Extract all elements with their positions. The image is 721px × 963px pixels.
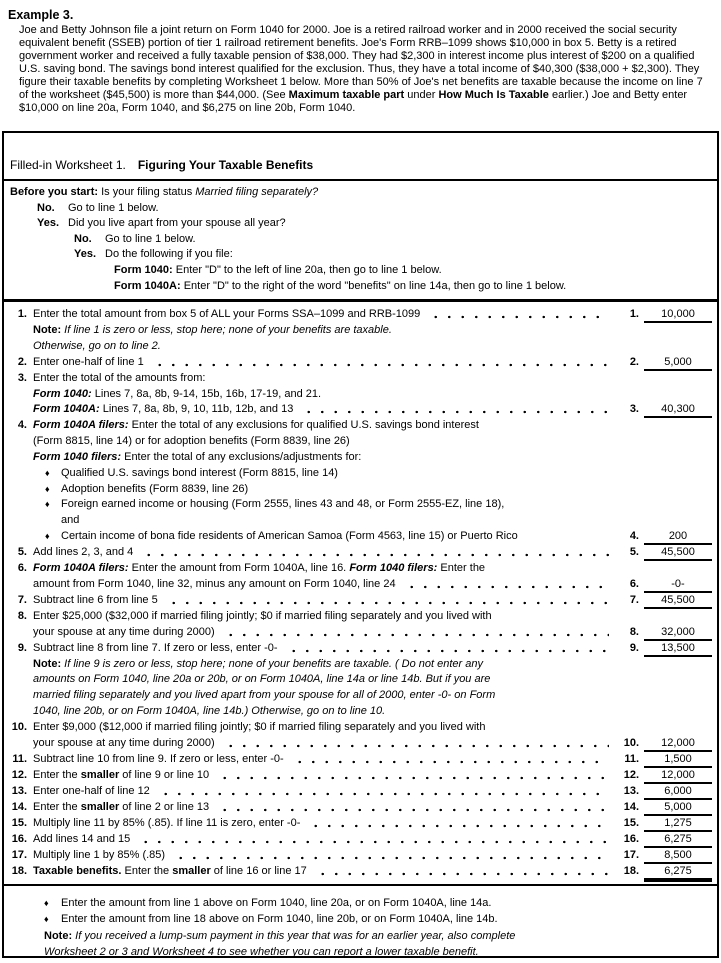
worksheet-line xyxy=(33,387,712,403)
text-segment: Worksheet 2 or 3 and Worksheet 4 to see whether you can report a lower taxable benefit. xyxy=(44,946,479,958)
amount-line-number: 14. xyxy=(623,800,639,813)
worksheet-line xyxy=(33,672,712,688)
text-segment: under xyxy=(404,89,439,101)
worksheet-title-text: Figuring Your Taxable Benefits xyxy=(137,158,314,172)
footer-line-text xyxy=(61,911,498,928)
text-segment: smaller xyxy=(80,800,120,813)
amount-slot xyxy=(613,625,712,641)
worksheet-item xyxy=(4,720,712,752)
amount-line-number: 5. xyxy=(629,545,639,558)
before-line-text xyxy=(105,247,233,263)
dot-leader xyxy=(290,752,609,768)
text-segment: Multiply line 11 by 85% (.85). If line 11 is zero, enter -0- xyxy=(33,816,301,829)
amount-line-number: 6. xyxy=(629,577,639,590)
amount-field: 40,300 xyxy=(644,403,712,418)
amount-field: 6,275 xyxy=(644,833,712,848)
before-line xyxy=(37,201,711,217)
amount-slot xyxy=(613,848,712,864)
line-text xyxy=(33,450,361,466)
line-text xyxy=(33,848,165,864)
item-number: 11. xyxy=(12,752,27,765)
text-segment: Enter one-half of line 1 xyxy=(33,355,144,368)
before-line-text xyxy=(68,201,159,217)
example-paragraph xyxy=(19,24,713,115)
amount-slot xyxy=(613,816,712,832)
footer-line xyxy=(10,911,711,928)
item-number: 10. xyxy=(11,720,27,733)
worksheet-line xyxy=(33,752,712,768)
line-text xyxy=(33,672,490,688)
before-line xyxy=(114,279,711,295)
worksheet-item xyxy=(4,418,712,545)
text-segment: Form 1040A: xyxy=(33,403,100,416)
amount-field: 45,500 xyxy=(644,546,712,561)
amount-slot xyxy=(613,768,712,784)
text-segment: your spouse at any time during 2000) xyxy=(33,736,215,749)
line-text xyxy=(33,752,284,768)
text-segment: (Form 8815, line 14) or for adoption benefits (Form 8839, line 26) xyxy=(33,435,350,448)
amount-field: 12,000 xyxy=(644,737,712,752)
line-text xyxy=(33,387,321,403)
line-text xyxy=(33,593,158,609)
item-number: 3. xyxy=(17,371,27,384)
text-segment: Enter the amount from Form 1040A, line 16. xyxy=(128,561,350,574)
text-segment: Taxable benefits. xyxy=(33,864,122,877)
amount-line-number: 11. xyxy=(624,752,639,765)
before-line-text xyxy=(181,279,567,295)
worksheet-line xyxy=(33,323,712,339)
worksheet-line xyxy=(33,339,712,355)
text-segment: Joe and Betty Johnson file a joint return on Form 1040 for 2000. Joe is a retired railroad worker and in 2000 received the social security equivalent benefit (SSEB) portion of tier 1 railroad retirement benefits. Joe's Form RRB–1099 shows $10,000 in box 5. Betty is a retired government worker and received a fully taxable pension of $38,000. They had $2,300 in interest income plus interest of $200 on a qualified U.S. saving bond. The savings bond interest qualified for the exclusion. Thus, they have a total income of $40,300 ($38,000 + $2,300). They figure their taxable benefits by completing Worksheet 1 below. More than 50% of Joe's net benefits are taxable because the income on line 7 of the worksheet ($45,500) is more than $44,000. (See xyxy=(19,24,706,101)
dot-leader xyxy=(136,832,609,848)
item-number: 18. xyxy=(11,864,27,877)
line-text xyxy=(33,736,215,752)
worksheet-line xyxy=(33,657,712,673)
text-segment: If line 9 is zero or less, stop here; none of your benefits are taxable. ( Do not enter any xyxy=(61,657,484,670)
worksheet-line xyxy=(33,848,712,864)
worksheet-item xyxy=(4,752,712,768)
worksheet-item xyxy=(4,355,712,371)
text-segment: married filing separately and you lived apart from your spouse for all of 2000, enter -0- on Form xyxy=(33,689,496,702)
amount-slot xyxy=(613,307,712,323)
amount-field: 1,500 xyxy=(644,753,712,768)
worksheet-item xyxy=(4,768,712,784)
worksheet-line xyxy=(33,816,712,832)
text-segment: Go to line 1 below. xyxy=(68,201,159,214)
line-text xyxy=(33,800,209,816)
line-text xyxy=(61,513,79,529)
worksheet-line xyxy=(33,497,712,513)
worksheet-line xyxy=(33,355,712,371)
before-line-text xyxy=(68,216,286,232)
text-segment: Enter $25,000 ($32,000 if married filing jointly; $0 if married filing separately and you lived with xyxy=(33,609,492,622)
footer-line-text xyxy=(44,928,515,945)
before-line xyxy=(74,232,711,248)
worksheet-line xyxy=(33,529,712,545)
dot-leader xyxy=(426,307,609,323)
line-text xyxy=(61,529,518,545)
text-segment: Form 1040A filers: xyxy=(33,419,129,432)
text-segment: Note: xyxy=(44,929,73,942)
worksheet-item xyxy=(4,593,712,609)
amount-line-number: 9. xyxy=(629,641,639,654)
worksheet-line xyxy=(33,609,712,625)
line-text xyxy=(33,545,133,561)
amount-slot xyxy=(613,832,712,848)
before-line xyxy=(37,216,711,232)
before-line-text xyxy=(173,263,442,279)
amount-field: 13,500 xyxy=(644,642,712,657)
worksheet-line xyxy=(33,434,712,450)
line-text xyxy=(33,307,420,323)
text-segment: of line 9 or line 10 xyxy=(119,768,210,781)
text-segment: Form 1040 filers: xyxy=(33,450,122,463)
worksheet-item xyxy=(4,848,712,864)
line-text xyxy=(33,704,385,720)
before-line-label: Yes. xyxy=(74,248,97,261)
line-text xyxy=(33,688,495,704)
before-line-label: No. xyxy=(37,201,55,214)
item-number: 12. xyxy=(11,768,27,781)
item-number: 7. xyxy=(17,593,27,606)
amount-slot xyxy=(613,752,712,768)
worksheet-item xyxy=(4,784,712,800)
line-text xyxy=(33,784,150,800)
text-segment: and xyxy=(61,514,80,527)
worksheet-lines-section xyxy=(4,302,717,885)
text-segment: Qualified U.S. savings bond interest (Form 8815, line 14) xyxy=(61,466,338,479)
worksheet-line xyxy=(33,800,712,816)
text-segment: amount from Form 1040, line 32, minus any amount on Form 1040, line 24 xyxy=(33,577,396,590)
text-segment: Foreign earned income or housing (Form 2555, lines 43 and 48, or Form 2555-EZ, line 18), xyxy=(61,498,505,511)
worksheet-line xyxy=(33,641,712,657)
amount-slot xyxy=(613,577,712,593)
text-segment: earlier.) Joe and Betty enter $10,000 on line 20a, Form 1040, and $6,275 on line 20b, Form 1040. xyxy=(19,89,691,114)
text-segment: Lines 7, 8a, 8b, 9-14, 15b, 16b, 17-19, and 21. xyxy=(91,387,322,400)
text-segment: Form 1040 filers: xyxy=(349,561,438,574)
text-segment: 1040, line 20b, or on Form 1040A, line 14b.) Otherwise, go on to line 10. xyxy=(33,704,386,717)
worksheet-line xyxy=(33,545,712,561)
worksheet-title-prefix: Filled-in Worksheet 1. xyxy=(10,158,126,172)
worksheet-line xyxy=(33,371,712,387)
amount-field: 6,275 xyxy=(644,865,712,880)
item-number: 16. xyxy=(11,832,27,845)
amount-line-number: 2. xyxy=(629,355,639,368)
text-segment: Enter the xyxy=(437,561,486,574)
text-segment: Enter the amount from line 18 above on Form 1040, line 20b, or on Form 1040A, line 14b. xyxy=(61,913,498,925)
amount-line-number: 12. xyxy=(623,768,639,781)
dot-leader xyxy=(215,768,609,784)
amount-slot xyxy=(613,355,712,371)
item-number: 15. xyxy=(11,816,27,829)
text-segment: Enter the xyxy=(33,800,81,813)
text-segment: Subtract line 10 from line 9. If zero or less, enter -0- xyxy=(33,752,284,765)
worksheet-item xyxy=(4,545,712,561)
footer-line xyxy=(10,895,711,912)
worksheet-line xyxy=(33,704,712,720)
text-segment: smaller xyxy=(172,864,211,877)
dot-leader xyxy=(313,864,609,880)
worksheet-line xyxy=(33,418,712,434)
item-number: 6. xyxy=(17,561,27,574)
worksheet-item xyxy=(4,371,712,419)
line-text xyxy=(33,720,485,736)
amount-field: 12,000 xyxy=(644,769,712,784)
amount-field: -0- xyxy=(644,578,712,593)
example-block xyxy=(0,0,721,115)
line-text xyxy=(33,418,479,434)
text-segment: If line 1 is zero or less, stop here; none of your benefits are taxable. xyxy=(61,324,392,337)
item-number: 13. xyxy=(11,784,27,797)
line-text xyxy=(33,323,392,339)
worksheet-item xyxy=(4,609,712,641)
amount-field: 8,500 xyxy=(644,849,712,864)
amount-line-number: 7. xyxy=(629,593,639,606)
amount-slot xyxy=(613,800,712,816)
text-segment: Note: xyxy=(33,324,62,337)
dot-leader xyxy=(139,545,609,561)
text-segment: Did you live apart from your spouse all year? xyxy=(68,217,286,230)
text-segment: Note: xyxy=(33,657,62,670)
text-segment: Adoption benefits (Form 8839, line 26) xyxy=(61,482,249,495)
dot-leader xyxy=(221,736,609,752)
before-line-label: No. xyxy=(74,232,92,245)
text-segment: Go to line 1 below. xyxy=(105,232,196,245)
worksheet-line xyxy=(33,736,712,752)
text-segment: Add lines 2, 3, and 4 xyxy=(33,545,134,558)
amount-slot xyxy=(613,736,712,752)
dot-leader xyxy=(215,800,609,816)
text-segment: Multiply line 1 by 85% (.85) xyxy=(33,848,166,861)
amount-slot xyxy=(613,784,712,800)
dot-leader xyxy=(299,402,609,418)
text-segment: Add lines 14 and 15 xyxy=(33,832,131,845)
worksheet-box xyxy=(2,131,719,958)
text-segment: Maximum taxable part xyxy=(288,89,405,101)
before-line-label: Yes. xyxy=(37,217,60,230)
line-text xyxy=(33,355,144,371)
line-text xyxy=(33,609,492,625)
text-segment: Subtract line 8 from line 7. If zero or less, enter -0- xyxy=(33,641,278,654)
worksheet-line xyxy=(33,402,712,418)
line-text xyxy=(33,339,161,355)
amount-line-number: 17. xyxy=(623,848,639,861)
amount-slot xyxy=(613,545,712,561)
before-line-label: Before you start: xyxy=(10,186,99,198)
item-number: 1. xyxy=(17,308,27,321)
worksheet-item xyxy=(4,561,712,593)
worksheet-line xyxy=(33,513,712,529)
text-segment: If you received a lump-sum payment in this year that was for an earlier year, also complete xyxy=(72,929,516,942)
before-line xyxy=(74,247,711,263)
text-segment: amounts on Form 1040, line 20a or 20b, or on Form 1040A, line 14a or line 14b. But if you are xyxy=(33,673,491,686)
footer-line-text xyxy=(61,895,491,912)
line-text xyxy=(33,641,278,657)
text-segment: smaller xyxy=(80,768,120,781)
amount-line-number: 8. xyxy=(629,625,639,638)
text-segment: Enter the total of any exclusions for qualified U.S. savings bond interest xyxy=(128,419,479,432)
before-line-label: Form 1040A: xyxy=(114,279,181,292)
line-text xyxy=(33,816,300,832)
before-line xyxy=(10,185,711,201)
worksheet-line xyxy=(33,720,712,736)
item-number: 14. xyxy=(11,800,27,813)
amount-line-number: 13. xyxy=(623,784,639,797)
amount-field: 45,500 xyxy=(644,594,712,609)
bullet-icon: ♦ xyxy=(45,467,50,478)
text-segment: Enter "D" to the left of line 20a, then go to line 1 below. xyxy=(172,263,442,276)
text-segment: Enter "D" to the right of the word "benefits" on line 14a, then go to line 1 below. xyxy=(180,279,567,292)
bullet-icon: ♦ xyxy=(44,914,49,924)
dot-leader xyxy=(284,641,609,657)
text-segment: Is your filing status xyxy=(98,186,196,198)
item-number: 2. xyxy=(17,355,27,368)
text-segment: Enter the xyxy=(121,864,173,877)
text-segment: Enter $9,000 ($12,000 if married filing jointly; $0 if married filing separately and you lived with xyxy=(33,720,486,733)
dot-leader xyxy=(171,848,609,864)
line-text xyxy=(33,864,307,880)
worksheet-line xyxy=(33,466,712,482)
dot-leader xyxy=(402,577,609,593)
bullet-icon: ♦ xyxy=(45,530,50,541)
line-text xyxy=(61,497,504,513)
line-text xyxy=(33,577,396,593)
worksheet-line xyxy=(33,577,712,593)
line-text xyxy=(33,371,205,387)
text-segment: Enter the total amount from box 5 of ALL your Forms SSA–1099 and RRB-1099 xyxy=(33,308,421,321)
worksheet-line xyxy=(33,561,712,577)
item-number: 4. xyxy=(17,419,27,432)
amount-field: 32,000 xyxy=(644,626,712,641)
footer-line-text xyxy=(44,944,479,961)
text-segment: of line 2 or line 13 xyxy=(119,800,210,813)
amount-line-number: 10. xyxy=(623,736,639,749)
text-segment: Enter the amount from line 1 above on Form 1040, line 20a, or on Form 1040A, line 14a. xyxy=(61,896,492,909)
footer-line xyxy=(10,944,711,961)
text-segment: Do the following if you file: xyxy=(105,248,233,261)
dot-leader xyxy=(306,816,609,832)
item-number: 5. xyxy=(17,545,27,558)
text-segment: Enter the total of the amounts from: xyxy=(33,371,206,384)
text-segment: Certain income of bona fide residents of American Samoa (Form 4563, line 15) or Puerto Rico xyxy=(61,529,518,542)
line-text xyxy=(33,832,130,848)
before-line-label: Form 1040: xyxy=(114,263,173,276)
line-text xyxy=(61,466,338,482)
worksheet-item xyxy=(4,800,712,816)
amount-field: 6,000 xyxy=(644,785,712,800)
worksheet-line xyxy=(33,482,712,498)
amount-line-number: 1. xyxy=(629,308,639,321)
amount-field: 1,275 xyxy=(644,817,712,832)
before-line xyxy=(114,263,711,279)
line-text xyxy=(33,657,483,673)
amount-field: 200 xyxy=(644,530,712,545)
line-text xyxy=(33,434,350,450)
text-segment: Enter one-half of line 12 xyxy=(33,784,150,797)
before-you-start-section xyxy=(4,181,717,302)
amount-slot xyxy=(613,593,712,609)
amount-line-number: 4. xyxy=(629,529,639,542)
worksheet-item xyxy=(4,641,712,720)
worksheet-line xyxy=(33,688,712,704)
worksheet-line xyxy=(33,768,712,784)
amount-slot xyxy=(613,864,712,880)
dot-leader xyxy=(221,625,609,641)
bullet-icon: ♦ xyxy=(45,483,50,494)
worksheet-item xyxy=(4,832,712,848)
worksheet-item xyxy=(4,307,712,355)
amount-slot xyxy=(613,402,712,418)
worksheet-line xyxy=(33,864,712,880)
text-segment: How Much Is Taxable xyxy=(438,89,549,101)
dot-leader xyxy=(164,593,609,609)
line-text xyxy=(33,625,215,641)
amount-field: 5,000 xyxy=(644,356,712,371)
worksheet-footer-section xyxy=(4,886,717,961)
amount-slot xyxy=(613,529,712,545)
worksheet-line xyxy=(33,625,712,641)
text-segment: Form 1040: xyxy=(33,387,92,400)
text-segment: Otherwise, go on to line 2. xyxy=(33,339,161,352)
worksheet-line xyxy=(33,307,712,323)
footer-line xyxy=(10,928,711,945)
worksheet-title xyxy=(4,133,717,181)
item-number: 17. xyxy=(11,848,27,861)
item-number: 8. xyxy=(17,609,27,622)
line-text xyxy=(33,402,293,418)
worksheet-line xyxy=(33,450,712,466)
amount-line-number: 15. xyxy=(623,816,639,829)
text-segment: Enter the xyxy=(33,768,81,781)
text-segment: of line 16 or line 17 xyxy=(210,864,307,877)
dot-leader xyxy=(156,784,609,800)
amount-field: 10,000 xyxy=(644,308,712,323)
text-segment: Lines 7, 8a, 8b, 9, 10, 11b, 12b, and 13 xyxy=(99,403,294,416)
before-line-text xyxy=(105,232,196,248)
text-segment: Married filing separately? xyxy=(195,186,319,198)
amount-line-number: 3. xyxy=(629,403,639,416)
line-text xyxy=(33,768,209,784)
before-line-text xyxy=(98,185,318,201)
worksheet-item xyxy=(4,816,712,832)
text-segment: Enter the total of any exclusions/adjustments for: xyxy=(121,450,362,463)
item-number: 9. xyxy=(17,641,27,654)
example-heading: Example 3. xyxy=(8,8,74,22)
amount-slot xyxy=(613,641,712,657)
amount-line-number: 18. xyxy=(623,864,639,877)
worksheet-line xyxy=(33,832,712,848)
text-segment: Form 1040A filers: xyxy=(33,561,129,574)
text-segment: Subtract line 6 from line 5 xyxy=(33,593,158,606)
amount-line-number: 16. xyxy=(623,832,639,845)
line-text xyxy=(33,561,485,577)
worksheet-line xyxy=(33,784,712,800)
dot-leader xyxy=(150,355,609,371)
amount-field: 5,000 xyxy=(644,801,712,816)
worksheet-line xyxy=(33,593,712,609)
bullet-icon: ♦ xyxy=(45,499,50,510)
worksheet-item xyxy=(4,864,712,880)
text-segment: your spouse at any time during 2000) xyxy=(33,625,215,638)
bullet-icon: ♦ xyxy=(44,897,49,908)
line-text xyxy=(61,482,248,498)
